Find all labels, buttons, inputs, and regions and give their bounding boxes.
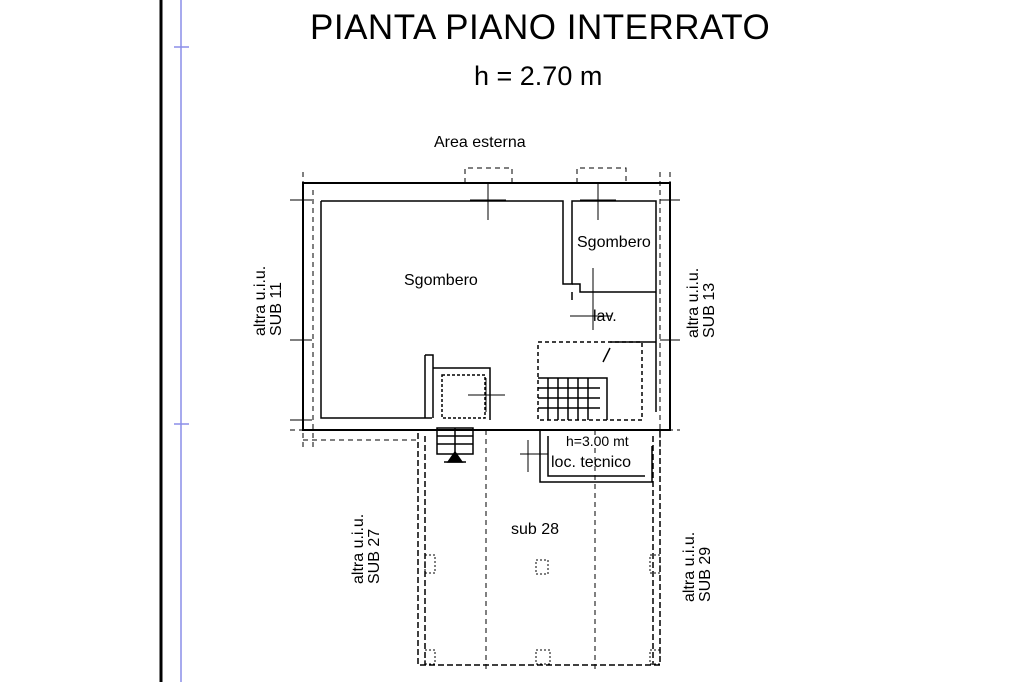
neighbor-sub13-label	[686, 268, 718, 338]
lav-label: lav.	[593, 308, 617, 325]
plan-title: PIANTA PIANO INTERRATO	[310, 8, 771, 47]
neighbor-line2: SUB 29	[697, 546, 714, 602]
sgombero-small-label: Sgombero	[577, 234, 651, 251]
neighbor-sub27-label	[351, 514, 383, 584]
height-note-label: h=3.00 mt	[566, 433, 629, 449]
sgombero-main-label: Sgombero	[404, 272, 478, 289]
neighbor-sub11-label	[253, 266, 285, 336]
neighbor-line1: altra u.i.u.	[685, 267, 702, 338]
plan-height: h = 2.70 m	[474, 61, 603, 91]
neighbor-line2: SUB 11	[268, 282, 285, 336]
neighbor-line2: SUB 27	[366, 528, 383, 584]
neighbor-line1: altra u.i.u.	[252, 265, 269, 336]
neighbor-line1: altra u.i.u.	[681, 531, 698, 602]
sub28-label: sub 28	[511, 521, 560, 538]
neighbor-sub29-label	[682, 532, 714, 602]
axis-markers	[290, 183, 680, 664]
neighbor-line1: altra u.i.u.	[350, 513, 367, 584]
area-esterna-label: Area esterna	[434, 134, 526, 151]
neighbor-line2: SUB 13	[701, 282, 718, 338]
loc-tecnico-label: loc. tecnico	[551, 454, 632, 471]
